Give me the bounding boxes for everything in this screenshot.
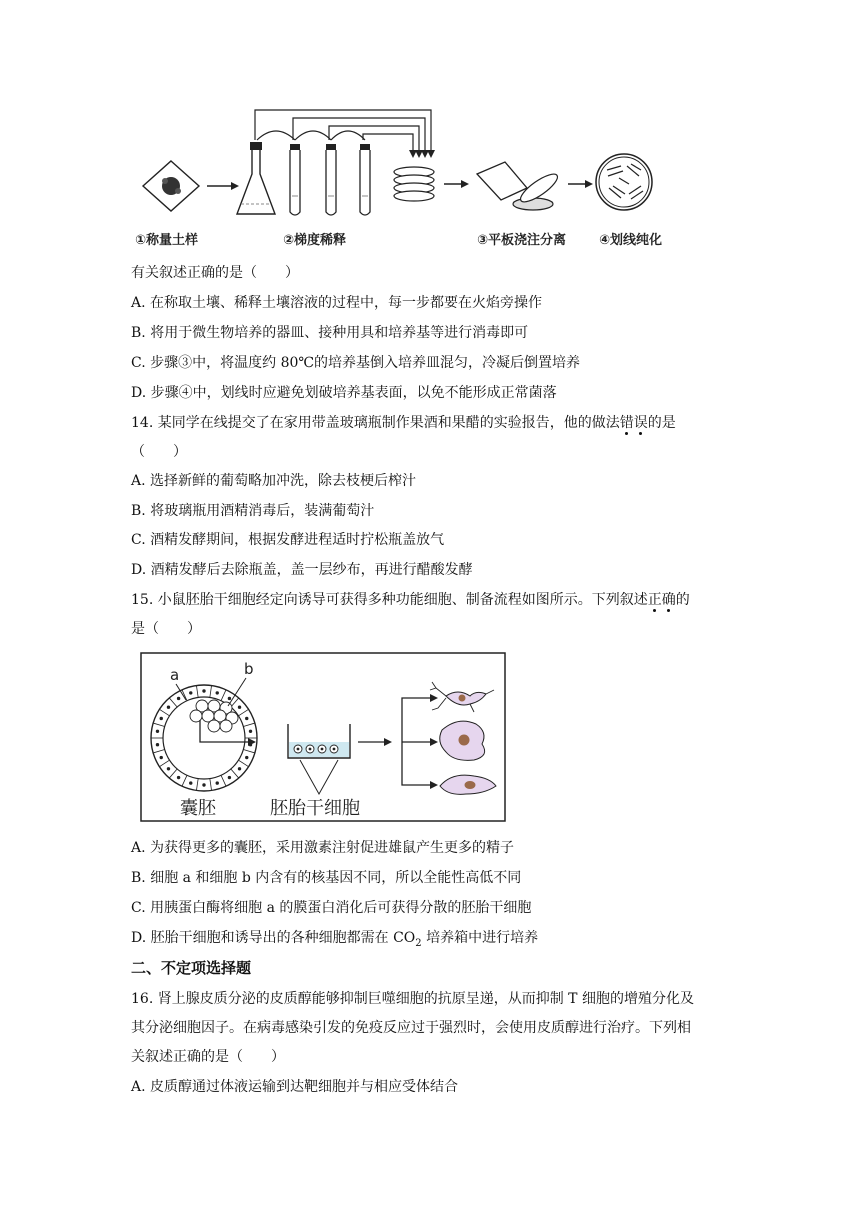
trophoblast-nucleus: [160, 756, 163, 759]
trophoblast-nucleus: [249, 730, 252, 733]
q15-option-b: B. 细胞 a 和细胞 b 内含有的核基因不同，所以全能性高低不同: [131, 870, 522, 886]
q13-option-b: B. 将用于微生物培养的器皿、接种用具和培养基等进行消毒即可: [131, 325, 529, 341]
section-2-heading: 二、不定项选择题: [131, 959, 252, 977]
q14-stem-line2: （ ）: [131, 444, 187, 460]
step-1-label: ①称量土样: [135, 233, 199, 248]
trophoblast-nucleus: [238, 767, 241, 770]
q15-option-d-subscript: 2: [415, 937, 422, 949]
transfer-arrows: [255, 110, 431, 152]
q13-option-d: D. 步骤④中，划线时应避免划破培养基表面，以免不能形成正常菌落: [131, 385, 557, 401]
streak-plate-icon: [596, 154, 652, 210]
trophoblast-nucleus: [189, 692, 192, 695]
stem-cell-figure: [140, 652, 508, 824]
trophoblast-nucleus: [228, 776, 231, 779]
trophoblast-nucleus: [245, 717, 248, 720]
q15-stem: [131, 590, 690, 610]
trophoblast-nucleus: [177, 776, 180, 779]
q16-stem-line1: 16. 肾上腺皮质分泌的皮质醇能够抑制巨噬细胞的抗原呈递，从而抑制 T 细胞的增殖分化及: [131, 991, 694, 1007]
plate-stack: [394, 167, 434, 201]
q14-emphasis-2: 误: [633, 415, 648, 431]
step-3-label: ③平板浇注分离: [477, 233, 567, 248]
q15-emphasis-2: 确: [661, 592, 676, 608]
caption-blastocyst: 囊胚: [180, 798, 216, 819]
q15-option-a: A. 为获得更多的囊胚，采用激素注射促进雄鼠产生更多的精子: [131, 840, 515, 856]
q14-option-c: C. 酒精发酵期间，根据发酵进程适时拧松瓶盖放气: [131, 532, 445, 548]
trophoblast-nucleus: [203, 690, 206, 693]
step-2-label: ②梯度稀释: [283, 233, 347, 248]
trophoblast-nucleus: [228, 697, 231, 700]
trophoblast-nucleus: [177, 697, 180, 700]
q14-option-b: B. 将玻璃瓶用酒精消毒后，装满葡萄汁: [131, 503, 375, 519]
soil-sample-diamond: [143, 161, 199, 211]
q14-emphasis-1: 错: [619, 415, 634, 431]
q14-stem: [131, 413, 676, 433]
q14-option-d: D. 酒精发酵后去除瓶盖，盖一层纱布，再进行醋酸发酵: [131, 562, 473, 578]
blastocyst: [151, 685, 257, 791]
trophoblast-nucleus: [156, 743, 159, 746]
trophoblast-nucleus: [167, 767, 170, 770]
q16-option-a: A. 皮质醇通过体液运输到达靶细胞并与相应受体结合: [131, 1079, 459, 1095]
trophoblast-nucleus: [189, 782, 192, 785]
flask-icon: [237, 142, 275, 214]
q13-stem: 有关叙述正确的是（ ）: [131, 265, 299, 281]
trophoblast-nucleus: [203, 784, 206, 787]
q15-option-d-end: 培养箱中进行培养: [421, 930, 539, 946]
q15-option-d: [131, 928, 538, 954]
step-4-label: ④划线纯化: [599, 233, 663, 248]
dilution-tubes: [290, 144, 370, 215]
q16-stem-line3: 关叙述正确的是（ ）: [131, 1049, 285, 1065]
q15-emphasis-1: 正: [647, 592, 662, 608]
q15-stem-text: 15. 小鼠胚胎干细胞经定向诱导可获得多种功能细胞、制备流程如图所示。下列叙述: [131, 592, 648, 608]
trophoblast-nucleus: [167, 706, 170, 709]
trophoblast-nucleus: [216, 782, 219, 785]
label-b: b: [244, 660, 254, 678]
q15-option-d-text: D. 胚胎干细胞和诱导出的各种细胞都需在 CO: [131, 930, 416, 946]
q15-option-c: C. 用胰蛋白酶将细胞 a 的膜蛋白消化后可获得分散的胚胎干细胞: [131, 900, 532, 916]
trophoblast-nucleus: [245, 756, 248, 759]
q13-option-c: C. 步骤③中，将温度约 80℃的培养基倒入培养皿混匀，冷凝后倒置培养: [131, 355, 581, 371]
trophoblast-nucleus: [216, 692, 219, 695]
q14-stem-text: 14. 某同学在线提交了在家用带盖玻璃瓶制作果酒和果醋的实验报告，他的做法: [131, 415, 620, 431]
caption-stem-cell: 胚胎干细胞: [270, 798, 360, 819]
trophoblast-nucleus: [160, 717, 163, 720]
q15-stem-line2: 是（ ）: [131, 621, 201, 637]
soil-isolation-figure: [131, 104, 711, 254]
q13-option-a: A. 在称取土壤、稀释土壤溶液的过程中，每一步都要在火焰旁操作: [131, 295, 543, 311]
q15-stem-end: 的: [675, 592, 690, 608]
pour-plate-icon: [477, 162, 561, 210]
trophoblast-nucleus: [238, 706, 241, 709]
q14-stem-end: 的是: [647, 415, 676, 431]
q14-option-a: A. 选择新鲜的葡萄略加冲洗，除去枝梗后榨汁: [131, 473, 417, 489]
trophoblast-nucleus: [156, 730, 159, 733]
label-a: a: [170, 666, 180, 684]
q16-stem-line2: 其分泌细胞因子。在病毒感染引发的免疫反应过于强烈时，会使用皮质醇进行治疗。下列相: [131, 1020, 691, 1036]
